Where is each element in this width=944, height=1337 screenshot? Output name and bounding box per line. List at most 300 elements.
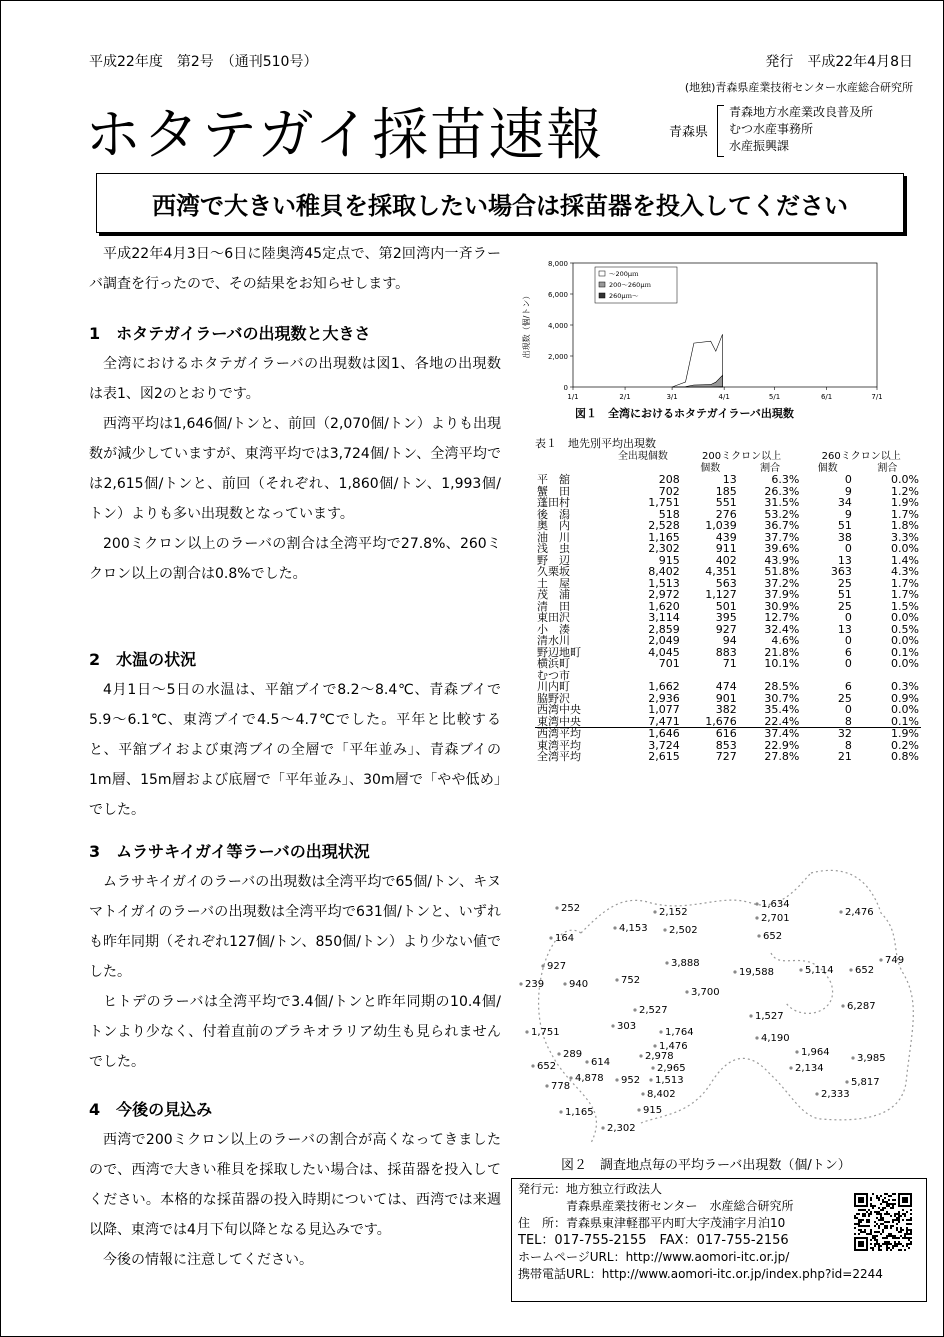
qr-module (886, 1235, 888, 1237)
qr-module (906, 1211, 908, 1213)
row-label: 清水川 (537, 634, 570, 647)
survey-point (559, 1110, 562, 1113)
qr-module (886, 1245, 888, 1247)
qr-module (872, 1247, 874, 1249)
qr-module (900, 1243, 902, 1245)
row-label: 奥 内 (537, 519, 570, 532)
table-cell: 26.3% (764, 484, 800, 498)
qr-module (892, 1203, 894, 1205)
figure-1 (517, 251, 917, 429)
y-axis-label: 出現数（個/トン） (522, 291, 531, 359)
table-cell: 2,936 (648, 691, 680, 705)
qr-module (866, 1211, 868, 1213)
table-cell: 35.4% (764, 703, 800, 716)
qr-module (892, 1247, 894, 1249)
qr-module (904, 1213, 906, 1215)
qr-module (862, 1219, 864, 1221)
qr-module (906, 1237, 908, 1239)
survey-point (557, 1052, 560, 1055)
row-label: 西湾平均 (535, 728, 604, 740)
table-cell: 51 (837, 519, 852, 532)
qr-module (886, 1211, 888, 1213)
row-label: 油 川 (537, 530, 570, 544)
qr-module (884, 1201, 886, 1203)
qr-module (882, 1209, 884, 1211)
qr-module (878, 1227, 880, 1229)
qr-module (910, 1243, 912, 1245)
table-cell: 1.4% (891, 553, 919, 567)
table-row (535, 751, 921, 763)
qr-module (860, 1225, 862, 1227)
qr-module (910, 1209, 912, 1211)
qr-module (870, 1199, 872, 1201)
qr-module (894, 1241, 896, 1243)
table-cell: 39.6% (764, 542, 800, 555)
qr-module (862, 1215, 864, 1217)
qr-module (892, 1205, 894, 1207)
table-cell: 21.8% (764, 645, 800, 659)
section-paragraph: 西湾平均は1,646個/トンと、前回（2,070個/トン）よりも出現数が減少していますが、東湾平均では3,724個/トン、全湾平均では2,615個/トンと、前回（それぞれ、1,860個/トン、1,993個/トン）よりも多い出現数となっています。 (89, 416, 501, 522)
table-cell: 53.2% (764, 507, 800, 521)
footer-line: 青森県産業技術センター 水産総合研究所 (518, 1199, 794, 1213)
table-body (535, 474, 921, 763)
qr-module (874, 1211, 876, 1213)
qr-module (888, 1243, 890, 1245)
qr-module (888, 1233, 890, 1235)
map-caption: 図２ 調査地点毎の平均ラーバ出現数（個/トン） (561, 1158, 851, 1173)
qr-module (910, 1241, 912, 1243)
qr-module (858, 1219, 860, 1221)
table-cell: 0 (844, 634, 852, 647)
qr-module (882, 1229, 884, 1231)
qr-module (890, 1215, 892, 1217)
table-row (535, 520, 921, 532)
table-header: 全出現個数 (617, 451, 668, 462)
chart-title: 図１ 全湾におけるホタテガイラーバ出現数 (575, 407, 794, 420)
station-value: 2,302 (607, 1123, 636, 1134)
station-value: 289 (563, 1049, 583, 1060)
qr-module (882, 1223, 884, 1225)
station-value: 952 (621, 1075, 641, 1086)
qr-module (862, 1213, 864, 1215)
survey-point (733, 970, 736, 973)
legend-swatch (599, 271, 605, 276)
survey-point (531, 1064, 534, 1067)
qr-module (864, 1229, 866, 1231)
qr-module (894, 1199, 896, 1201)
table-cell: 0.0% (891, 634, 919, 647)
publisher-box (511, 1178, 927, 1302)
qr-finder (858, 1241, 864, 1247)
legend-label: ～200μｍ (609, 270, 639, 278)
qr-module (876, 1231, 878, 1233)
qr-module (894, 1237, 896, 1239)
qr-module (870, 1243, 872, 1245)
qr-module (898, 1237, 900, 1239)
qr-module (886, 1205, 888, 1207)
station-value: 164 (555, 933, 575, 944)
table-cell: 2,859 (648, 622, 680, 636)
qr-module (902, 1245, 904, 1247)
table-1 (535, 435, 921, 763)
row-label: 土 屋 (537, 576, 570, 590)
station-value: 2,134 (795, 1063, 824, 1074)
section-title: 4 今後の見込み (89, 1100, 213, 1119)
qr-module (870, 1229, 872, 1231)
table-cell: 8 (844, 714, 852, 728)
qr-module (896, 1219, 898, 1221)
qr-module (870, 1205, 872, 1207)
qr-module (876, 1217, 878, 1219)
station-value: 915 (643, 1105, 663, 1116)
qr-module (858, 1213, 860, 1215)
qr-module (866, 1221, 868, 1223)
table-cell: 1,039 (705, 519, 737, 532)
qr-module (868, 1225, 870, 1227)
survey-point (663, 928, 666, 931)
station-value: 239 (525, 979, 545, 990)
qr-module (894, 1245, 896, 1247)
qr-module (872, 1193, 874, 1195)
section-3 (89, 837, 501, 1077)
qr-module (882, 1237, 884, 1239)
qr-module (884, 1227, 886, 1229)
table-cell: 43.9% (764, 553, 800, 567)
qr-module (910, 1237, 912, 1239)
table-cell: 9 (844, 484, 852, 498)
x-tick-label: 3/1 (666, 393, 678, 401)
qr-module (864, 1213, 866, 1215)
table-cell: 0 (844, 657, 852, 670)
qr-module (898, 1221, 900, 1223)
table-cell: 2,049 (648, 634, 680, 647)
table-cell: 71 (722, 657, 737, 670)
table-cell: 25 (837, 599, 852, 613)
qr-module (902, 1229, 904, 1231)
table-cell: 1,165 (648, 530, 680, 544)
qr-finder (858, 1197, 864, 1203)
qr-module (874, 1225, 876, 1227)
qr-module (886, 1201, 888, 1203)
station-value: 8,402 (647, 1089, 676, 1100)
table-cell: 1,662 (648, 680, 680, 693)
table-cell: 0.0% (891, 611, 919, 624)
qr-module (864, 1215, 866, 1217)
survey-point (525, 1030, 528, 1033)
section-title: 3 ムラサキイガイ等ラーバの出現状況 (89, 842, 370, 861)
station-value: 1,764 (665, 1027, 694, 1038)
survey-point (641, 1092, 644, 1095)
branch-list (729, 104, 873, 155)
qr-module (902, 1213, 904, 1215)
section-4 (89, 1095, 501, 1275)
qr-module (894, 1213, 896, 1215)
table-row (535, 681, 921, 693)
qr-module (898, 1217, 900, 1219)
table-cell: 563 (715, 576, 737, 590)
qr-module (884, 1207, 886, 1209)
table-cell: 853 (715, 738, 737, 752)
qr-module (864, 1225, 866, 1227)
row-label: 小 湊 (537, 622, 570, 636)
qr-module (888, 1221, 890, 1223)
table-cell: 1,513 (648, 576, 680, 590)
table-row (535, 474, 921, 486)
qr-module (874, 1231, 876, 1233)
figure-2-map (511, 853, 931, 1149)
qr-module (902, 1237, 904, 1239)
qr-module (910, 1229, 912, 1231)
qr-module (872, 1205, 874, 1207)
qr-module (882, 1199, 884, 1201)
table-cell: 727 (715, 750, 737, 763)
section-paragraph: 全湾におけるホタテガイラーバの出現数は図1、各地の出現数は表1、図2のとおりです。 (89, 356, 501, 402)
section-paragraph: ヒトデのラーバは全湾平均で3.4個/トンと昨年同期の10.4個/トンより少なく、付着直前のブラキオラリア幼生も見られませんでした。 (89, 994, 501, 1070)
qr-module (878, 1219, 880, 1221)
qr-module (870, 1203, 872, 1205)
station-value: 614 (591, 1057, 611, 1068)
qr-module (876, 1213, 878, 1215)
table-cell: 22.9% (764, 738, 800, 752)
table-cell: 2,615 (648, 750, 680, 763)
station-value: 19,588 (739, 967, 774, 978)
table-row (535, 543, 921, 555)
qr-module (908, 1219, 910, 1221)
qr-module (876, 1195, 878, 1197)
qr-module (892, 1199, 894, 1201)
bay-map (511, 853, 931, 1149)
table-cell: 0 (844, 473, 852, 486)
qr-module (870, 1239, 872, 1241)
table-cell: 30.9% (764, 599, 800, 613)
table-cell: 276 (715, 507, 737, 521)
qr-module (892, 1225, 894, 1227)
qr-module (890, 1203, 892, 1205)
table-cell: 8,402 (648, 565, 680, 578)
row-label: 浅 虫 (537, 542, 570, 555)
table-cell: 0.0% (891, 542, 919, 555)
qr-module (908, 1247, 910, 1249)
station-value: 5,114 (805, 965, 834, 976)
qr-module (898, 1219, 900, 1221)
qr-module (908, 1223, 910, 1225)
qr-module (898, 1241, 900, 1243)
table-cell: 911 (715, 542, 737, 555)
station-value: 652 (763, 931, 783, 942)
larvae-chart (517, 251, 917, 429)
qr-module (902, 1209, 904, 1211)
row-label: むつ市 (537, 668, 570, 682)
survey-point (851, 1056, 854, 1059)
qr-module (876, 1239, 878, 1241)
x-tick-label: 1/1 (567, 393, 579, 401)
qr-module (908, 1243, 910, 1245)
table-cell: 31.5% (764, 496, 800, 509)
qr-module (882, 1231, 884, 1233)
survey-point (563, 982, 566, 985)
row-label: 東湾平均 (537, 738, 581, 752)
row-label: 蓬田村 (537, 496, 570, 509)
row-label: 後 潟 (537, 507, 570, 521)
table-cell: 3,724 (648, 738, 680, 752)
survey-point (653, 1044, 656, 1047)
qr-module (880, 1249, 882, 1251)
qr-module (900, 1249, 902, 1251)
qr-module (884, 1193, 886, 1195)
station-value: 2,152 (659, 907, 688, 918)
table-cell: 1,676 (705, 714, 737, 728)
x-tick-label: 5/1 (768, 393, 781, 401)
qr-module (876, 1243, 878, 1245)
qr-module (854, 1223, 856, 1225)
qr-module (908, 1239, 910, 1241)
table-cell: 1.9% (854, 728, 921, 740)
survey-point (601, 1126, 604, 1129)
station-value: 652 (855, 965, 875, 976)
qr-module (892, 1221, 894, 1223)
qr-module (886, 1241, 888, 1243)
qr-module (860, 1229, 862, 1231)
bracket-divider (717, 105, 724, 157)
qr-finder (902, 1197, 908, 1203)
survey-point (639, 1054, 642, 1057)
table-cell: 0.1% (891, 714, 919, 728)
qr-module (856, 1223, 858, 1225)
survey-point (549, 936, 552, 939)
survey-point (637, 1108, 640, 1111)
table-cell: 702 (658, 484, 680, 498)
table-cell: 3.3% (891, 530, 919, 544)
station-value: 652 (537, 1061, 557, 1072)
qr-module (886, 1227, 888, 1229)
table-row (535, 728, 921, 740)
table-subheader: 割合 (877, 462, 898, 474)
qr-module (880, 1195, 882, 1197)
table-header: 200ミクロン以上 (702, 451, 782, 462)
survey-point (569, 1076, 572, 1079)
survey-point (665, 961, 668, 964)
qr-module (902, 1219, 904, 1221)
qr-module (868, 1219, 870, 1221)
qr-code-icon[interactable] (854, 1193, 912, 1251)
survey-point (649, 1078, 652, 1081)
qr-module (910, 1233, 912, 1235)
survey-point (555, 906, 558, 909)
table-cell: 4,045 (648, 645, 680, 659)
qr-module (888, 1199, 890, 1201)
section-title: 2 水温の状況 (89, 650, 197, 669)
qr-module (878, 1211, 880, 1213)
qr-module (872, 1237, 874, 1239)
survey-point (545, 1084, 548, 1087)
table-cell: 4,351 (705, 565, 737, 578)
table-cell: 0.0% (891, 657, 919, 670)
qr-module (880, 1217, 882, 1219)
qr-module (906, 1223, 908, 1225)
qr-module (878, 1225, 880, 1227)
qr-module (858, 1209, 860, 1211)
station-value: 1,634 (761, 899, 790, 910)
table-cell: 0 (844, 542, 852, 555)
table-cell: 0.2% (891, 738, 919, 752)
station-value: 1,527 (755, 1011, 784, 1022)
table-cell: 37.9% (764, 588, 800, 601)
section-paragraph: 4月1日～5日の水温は、平舘ブイで8.2～8.4℃、青森ブイで5.9～6.1℃、東湾ブイで4.5～4.7℃でした。平年と比較すると、平舘ブイおよび東湾ブイの全層で「平年並み」、青森ブイの1m層、15m層および底層で「平年並み」、30m層で「やや低め」でした。 (89, 682, 501, 818)
table-cell: 0.1% (891, 645, 919, 659)
y-tick-label: 8,000 (547, 260, 568, 268)
qr-module (874, 1245, 876, 1247)
table-cell: 0 (844, 611, 852, 624)
station-value: 2,978 (645, 1051, 674, 1062)
qr-module (898, 1243, 900, 1245)
organization: (地独)青森県産業技術センター水産総合研究所 (684, 81, 913, 94)
table-cell: 8 (844, 738, 852, 752)
qr-module (882, 1201, 884, 1203)
table-cell: 10.1% (764, 657, 800, 670)
station-value: 3,700 (691, 987, 720, 998)
table-row (535, 635, 921, 647)
legend-swatch (599, 282, 605, 287)
survey-point (651, 1066, 654, 1069)
prefecture-label: 青森県 (669, 125, 709, 140)
table-cell: 1,077 (648, 703, 680, 716)
qr-module (886, 1243, 888, 1245)
qr-module (888, 1213, 890, 1215)
qr-module (900, 1215, 902, 1217)
table-cell: 474 (715, 680, 737, 693)
table-cell: 6 (844, 680, 852, 693)
station-value: 1,751 (531, 1027, 560, 1038)
qr-module (892, 1245, 894, 1247)
qr-module (884, 1213, 886, 1215)
table-cell: 32 (801, 728, 853, 740)
table-cell: 1,127 (705, 588, 737, 601)
qr-module (892, 1237, 894, 1239)
qr-module (888, 1247, 890, 1249)
table-cell: 36.7% (764, 519, 800, 532)
table-cell: 1.9% (891, 496, 919, 509)
footer-line: 住 所：青森県東津軽郡平内町大字茂浦字月泊10 (518, 1216, 786, 1230)
table-header: 260ミクロン以上 (821, 451, 901, 462)
qr-module (904, 1249, 906, 1251)
qr-module (870, 1211, 872, 1213)
intro-text (89, 239, 501, 299)
station-value: 940 (569, 979, 589, 990)
qr-module (874, 1237, 876, 1239)
qr-module (908, 1229, 910, 1231)
table-cell: 21 (837, 750, 852, 763)
row-label: 野 辺 (537, 553, 570, 567)
row-label: 平 舘 (537, 473, 570, 486)
table-cell: 915 (658, 553, 680, 567)
qr-module (882, 1219, 884, 1221)
table-cell: 501 (715, 599, 737, 613)
legend-label: 200～260μｍ (609, 281, 651, 289)
table-cell: 616 (682, 728, 739, 740)
qr-module (886, 1225, 888, 1227)
table-cell: 0.5% (891, 622, 919, 636)
qr-module (884, 1243, 886, 1245)
qr-module (898, 1211, 900, 1213)
section-paragraph: ムラサキイガイのラーバの出現数は全湾平均で65個/トン、キヌマトイガイのラーバの出現数は全湾平均で631個/トンと、いずれも昨年同期（それぞれ127個/トン、850個/トン）より少ない値でした。 (89, 874, 501, 980)
qr-module (870, 1197, 872, 1199)
station-value: 252 (561, 903, 581, 914)
qr-module (890, 1227, 892, 1229)
qr-module (880, 1203, 882, 1205)
table-cell: 0.9% (891, 691, 919, 705)
survey-point (613, 926, 616, 929)
table-title: 表１ 地先別平均出現数 (535, 437, 656, 450)
